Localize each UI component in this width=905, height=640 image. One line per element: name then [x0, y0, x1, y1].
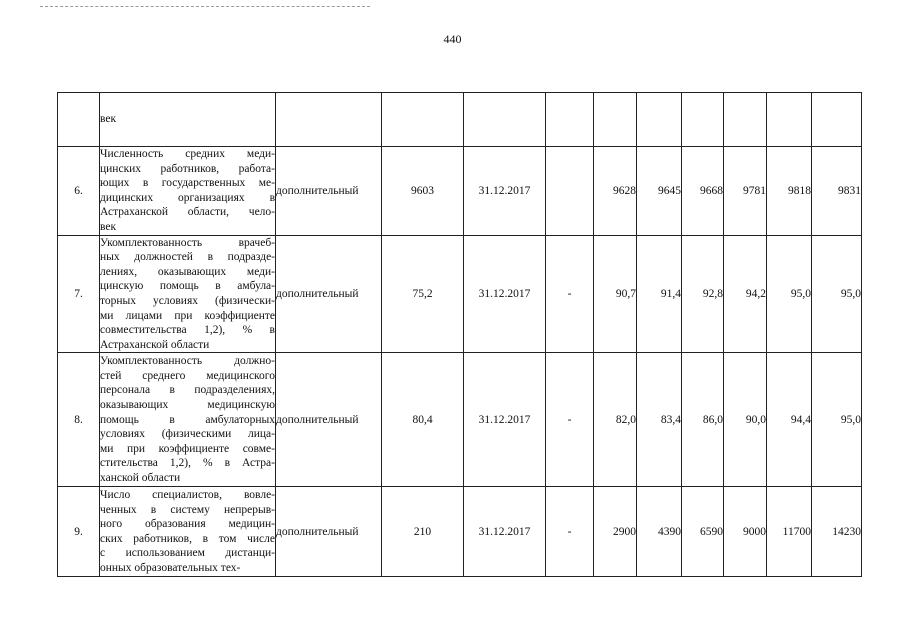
indicator-name-line: совместительства 1,2), % в [100, 324, 275, 337]
year-value [812, 93, 862, 147]
indicator-type: дополнительный [276, 235, 382, 353]
indicator-name-line: ющих в государственных ме- [100, 177, 275, 190]
table-row [58, 235, 862, 353]
indicator-name-line: ми лицами при коэффициенте [100, 309, 275, 322]
table-row [58, 147, 862, 236]
table-row [58, 487, 862, 577]
base-value: 9603 [382, 147, 464, 236]
year-value: 14230 [812, 487, 862, 577]
indicator-name-line: ми при коэффициенте совме- [100, 442, 275, 455]
indicator-name [100, 353, 276, 487]
indicator-name-line: ских работников, в том числе [100, 532, 275, 545]
indicator-name [100, 147, 276, 236]
indicator-name-line: онных образовательных тех- [100, 562, 241, 574]
indicator-name-line: ных должностей в подразде- [100, 251, 275, 264]
indicator-name-line: ченных в систему непрерыв- [100, 503, 275, 516]
year-value: 86,0 [682, 353, 724, 487]
dash-cell [546, 93, 594, 147]
indicator-name-line: оказывающих медицинскую [100, 398, 275, 411]
year-value: 9668 [682, 147, 724, 236]
header-rule [40, 6, 370, 7]
indicator-name-line: с использованием дистанци- [100, 547, 275, 560]
base-date: 31.12.2017 [464, 353, 546, 487]
row-number: 7. [58, 235, 100, 353]
page-number: 440 [443, 32, 462, 46]
indicator-name-line: век [100, 113, 117, 126]
year-value: 11700 [767, 487, 812, 577]
year-value: 9818 [767, 147, 812, 236]
year-value: 4390 [637, 487, 682, 577]
indicator-name-line: цинскую помощь в амбула- [100, 280, 275, 293]
indicator-type: дополнительный [276, 147, 382, 236]
table-row [58, 353, 862, 487]
year-value [637, 93, 682, 147]
base-value [382, 93, 464, 147]
base-date: 31.12.2017 [464, 487, 546, 577]
base-date: 31.12.2017 [464, 235, 546, 353]
indicator-name-line: ного образования медицин- [100, 518, 275, 531]
base-value: 210 [382, 487, 464, 577]
year-value: 83,4 [637, 353, 682, 487]
indicator-name-line: Астраханской области, чело- [100, 206, 275, 219]
year-value: 95,0 [812, 353, 862, 487]
table-row [58, 93, 862, 147]
year-value: 9000 [724, 487, 767, 577]
row-number [58, 93, 100, 147]
dash-cell: - [546, 235, 594, 353]
year-value: 82,0 [594, 353, 637, 487]
year-value: 94,4 [767, 353, 812, 487]
indicator-name-line: Астраханской области [100, 338, 210, 351]
dash-cell: - [546, 353, 594, 487]
indicator-name-line: Число специалистов, вовле- [100, 489, 275, 502]
indicator-name-line: персонала в подразделениях, [100, 384, 275, 397]
base-value: 75,2 [382, 235, 464, 353]
year-value: 90,7 [594, 235, 637, 353]
indicator-name-line: век [100, 220, 117, 233]
year-value: 2900 [594, 487, 637, 577]
dash-cell: - [546, 487, 594, 577]
base-date: 31.12.2017 [464, 147, 546, 236]
indicator-name-line: условиях (физическими лица- [100, 428, 275, 441]
indicator-type [276, 93, 382, 147]
indicators-table [57, 92, 862, 577]
indicator-type: дополнительный [276, 487, 382, 577]
indicator-name-line: стей среднего медицинского [100, 369, 275, 382]
year-value [682, 93, 724, 147]
year-value [594, 93, 637, 147]
year-value: 9781 [724, 147, 767, 236]
year-value: 91,4 [637, 235, 682, 353]
indicator-name-line: Укомплектованность врачеб- [100, 236, 275, 249]
indicator-name-line: торных условиях (физически- [100, 294, 275, 307]
indicator-name [100, 487, 276, 577]
indicator-name-line: дицинских организациях в [100, 191, 275, 204]
year-value: 94,2 [724, 235, 767, 353]
row-number: 6. [58, 147, 100, 236]
base-date [464, 93, 546, 147]
row-number: 9. [58, 487, 100, 577]
indicator-name-line: Численность средних меди- [100, 148, 275, 160]
dash-cell [546, 147, 594, 236]
year-value: 9831 [812, 147, 862, 236]
indicator-type: дополнительный [276, 353, 382, 487]
year-value: 95,0 [812, 235, 862, 353]
year-value [767, 93, 812, 147]
indicator-name [100, 235, 276, 353]
year-value [724, 93, 767, 147]
year-value: 9645 [637, 147, 682, 236]
indicator-name-line: ханской области [100, 471, 181, 484]
year-value: 9628 [594, 147, 637, 236]
year-value: 6590 [682, 487, 724, 577]
year-value: 92,8 [682, 235, 724, 353]
indicator-name-line: Укомплектованность должно- [100, 355, 275, 368]
row-number: 8. [58, 353, 100, 487]
indicator-name-line: цинских работников, работа- [100, 162, 275, 175]
year-value: 90,0 [724, 353, 767, 487]
indicator-name-line: стительства 1,2), % в Астра- [100, 457, 275, 470]
indicator-name-line: помощь в амбулаторных [100, 413, 275, 426]
indicator-name [100, 93, 276, 147]
indicator-name-line: лениях, оказывающих меди- [100, 265, 275, 278]
base-value: 80,4 [382, 353, 464, 487]
year-value: 95,0 [767, 235, 812, 353]
